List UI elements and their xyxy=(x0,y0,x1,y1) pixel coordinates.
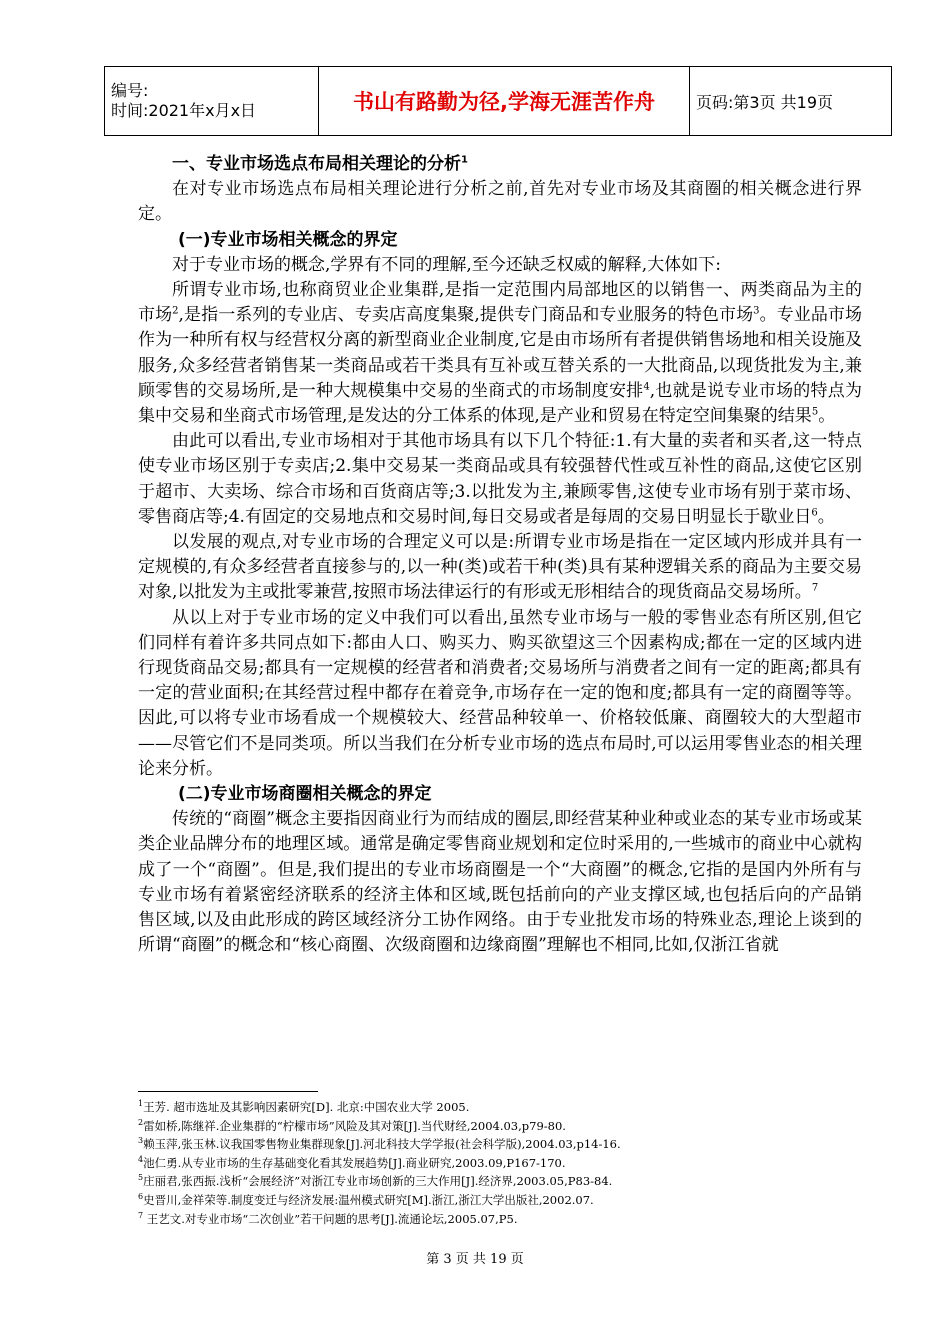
paragraph: 在对专业市场选点布局相关理论进行分析之前,首先对专业市场及其商圈的相关概念进行界定。 xyxy=(138,179,862,225)
paragraph: 由此可以看出,专业市场相对于其他市场具有以下几个特征:1.有大量的卖者和买者,这一特点使专业市场区别于专卖店;2.集中交易某一类商品或具有较强替代性或互补性的商品,这使它区别于超市、大卖场、综合市场和百货商店等;3.以批发为主,兼顾零售,这使专业市场有别于菜市场、零售商店等;4.有固定的交易地点和交易时间,每日交易或者是每周的交易日明显长于歇业日$^6$。 xyxy=(138,431,862,527)
subsection-title: (一)专业市场相关概念的界定 xyxy=(178,229,398,250)
footnote: $^5$庄丽君,张西振.浅析“会展经济”对浙江专业市场创新的三大作用[J].经济界,2003.05,P83-84. xyxy=(138,1173,613,1189)
footnote-ref: 1 xyxy=(461,154,468,166)
section-title: 一、专业市场选点布局相关理论的分析$^1$ xyxy=(172,154,468,174)
footnote-ref: 2 xyxy=(172,305,179,317)
footnote-ref: 4 xyxy=(643,381,650,393)
footnote: $^3$赖玉萍,张玉林.议我国零售物业集群现象[J].河北科技大学学报(社会科学版),2004.03,p14-16. xyxy=(138,1136,621,1152)
number-label: 编号: xyxy=(111,81,149,100)
motto: 书山有路勤为径,学海无涯苦作舟 xyxy=(319,67,690,136)
footnote: $^1$王芳. 超市选址及其影响因素研究[D]. 北京:中国农业大学 2005. xyxy=(138,1099,470,1114)
footnote-ref: 6 xyxy=(811,507,818,519)
footnote-ref: 5 xyxy=(811,406,819,418)
document-body xyxy=(138,152,862,959)
subsection-title: (二)专业市场商圈相关概念的界定 xyxy=(178,784,432,805)
paragraph: 对于专业市场的概念,学界有不同的理解,至今还缺乏权威的解释,大体如下: xyxy=(172,254,721,275)
footnote: $^4$池仁勇.从专业市场的生存基础变化看其发展趋势[J].商业研究,2003.09,P167-170. xyxy=(138,1154,566,1170)
paragraph: 所谓专业市场,也称商贸业企业集群,是指一定范围内局部地区的以销售一、两类商品为主的市场$^2$,是指一系列的专业店、专卖店高度集聚,提供专门商品和专业服务的特色市场$^3$。专业品市场作为一种所有权与经营权分离的新型商业企业制度,它是由市场所有者提供销售场地和相关设施及服务,众多经营者销售某一类商品或若干类具有互补或互替关系的一大批商品,以现货批发为主,兼顾零售的交易场所,是一种大规模集中交易的坐商式的市场制度安排$^4$,也就是说专业市场的特点为集中交易和坐商式市场管理,是发达的分工体系的体现,是产业和贸易在特定空间集聚的结果$^5$。 xyxy=(138,280,863,427)
footnote-divider xyxy=(138,1091,318,1092)
footnote-ref: 3 xyxy=(753,305,760,317)
paragraph: 从以上对于专业市场的定义中我们可以看出,虽然专业市场与一般的零售业态有所区别,但它们同样有着许多共同点如下:都由人口、购买力、购买欲望这三个因素构成;都在一定的区域内进行现货商品交易;都具有一定规模的经营者和消费者;交易场所与消费者之间有一定的距离;都具有一定的营业面积;在其经营过程中都存在着竞争,市场存在一定的饱和度;都具有一定的商圈等等。因此,可以将专业市场看成一个规模较大、经营品种较单一、价格较低廉、商圈较大的大型超市——尽管它们不是同类项。所以当我们在分析专业市场的选点布局时,可以运用零售业态的相关理论来分析。 xyxy=(138,607,862,779)
footnotes xyxy=(138,1098,862,1228)
paragraph: 传统的“商圈”概念主要指因商业行为而结成的圈层,即经营某种业种或业态的某专业市场或某类企业品牌分布的地理区域。通常是确定零售商业规划和定位时采用的,一些城市的商业中心就构成了一个“商圈”。但是,我们提出的专业市场商圈是一个“大商圈”的概念,它指的是国内外所有与专业市场有着紧密经济联系的经济主体和区域,既包括前向的产业支撑区域,也包括后向的产品销售区域,以及由此形成的跨区域经济分工协作网络。由于专业批发市场的特殊业态,理论上谈到的所谓“商圈”的概念和“核心商圈、次级商圈和边缘商圈”理解也不相同,比如,仅浙江省就 xyxy=(138,809,862,956)
footnote: $^2$雷如桥,陈继祥.企业集群的“柠檬市场”风险及其对策[J].当代财经,2004.03,p79-80. xyxy=(138,1117,566,1133)
time-label: 时间:2021年x月x日 xyxy=(111,101,257,120)
header-page-label: 页码:第3页 共19页 xyxy=(690,67,892,136)
footnote: $^6$史晋川,金祥荣等.制度变迁与经济发展:温州模式研究[M].浙江,浙江大学出版社,2002.07. xyxy=(138,1192,594,1207)
header-info xyxy=(105,67,319,136)
page-header xyxy=(104,66,892,136)
footnote-ref: 7 xyxy=(811,582,819,594)
page-number: 第 3 页 共 19 页 xyxy=(426,1252,524,1267)
paragraph: 以发展的观点,对专业市场的合理定义可以是:所谓专业市场是指在一定区域内形成并具有一定规模的,有众多经营者直接参与的,以一种(类)或若干种(类)具有某种逻辑关系的商品为主要交易对象,以批发为主或批零兼营,按照市场法律运行的有形或无形相结合的现货商品交易场所。$^7$ xyxy=(138,532,862,603)
footnote: $^7$ 王艺文.对专业市场“二次创业”若干问题的思考[J].流通论坛,2005.07,P5. xyxy=(138,1210,518,1226)
